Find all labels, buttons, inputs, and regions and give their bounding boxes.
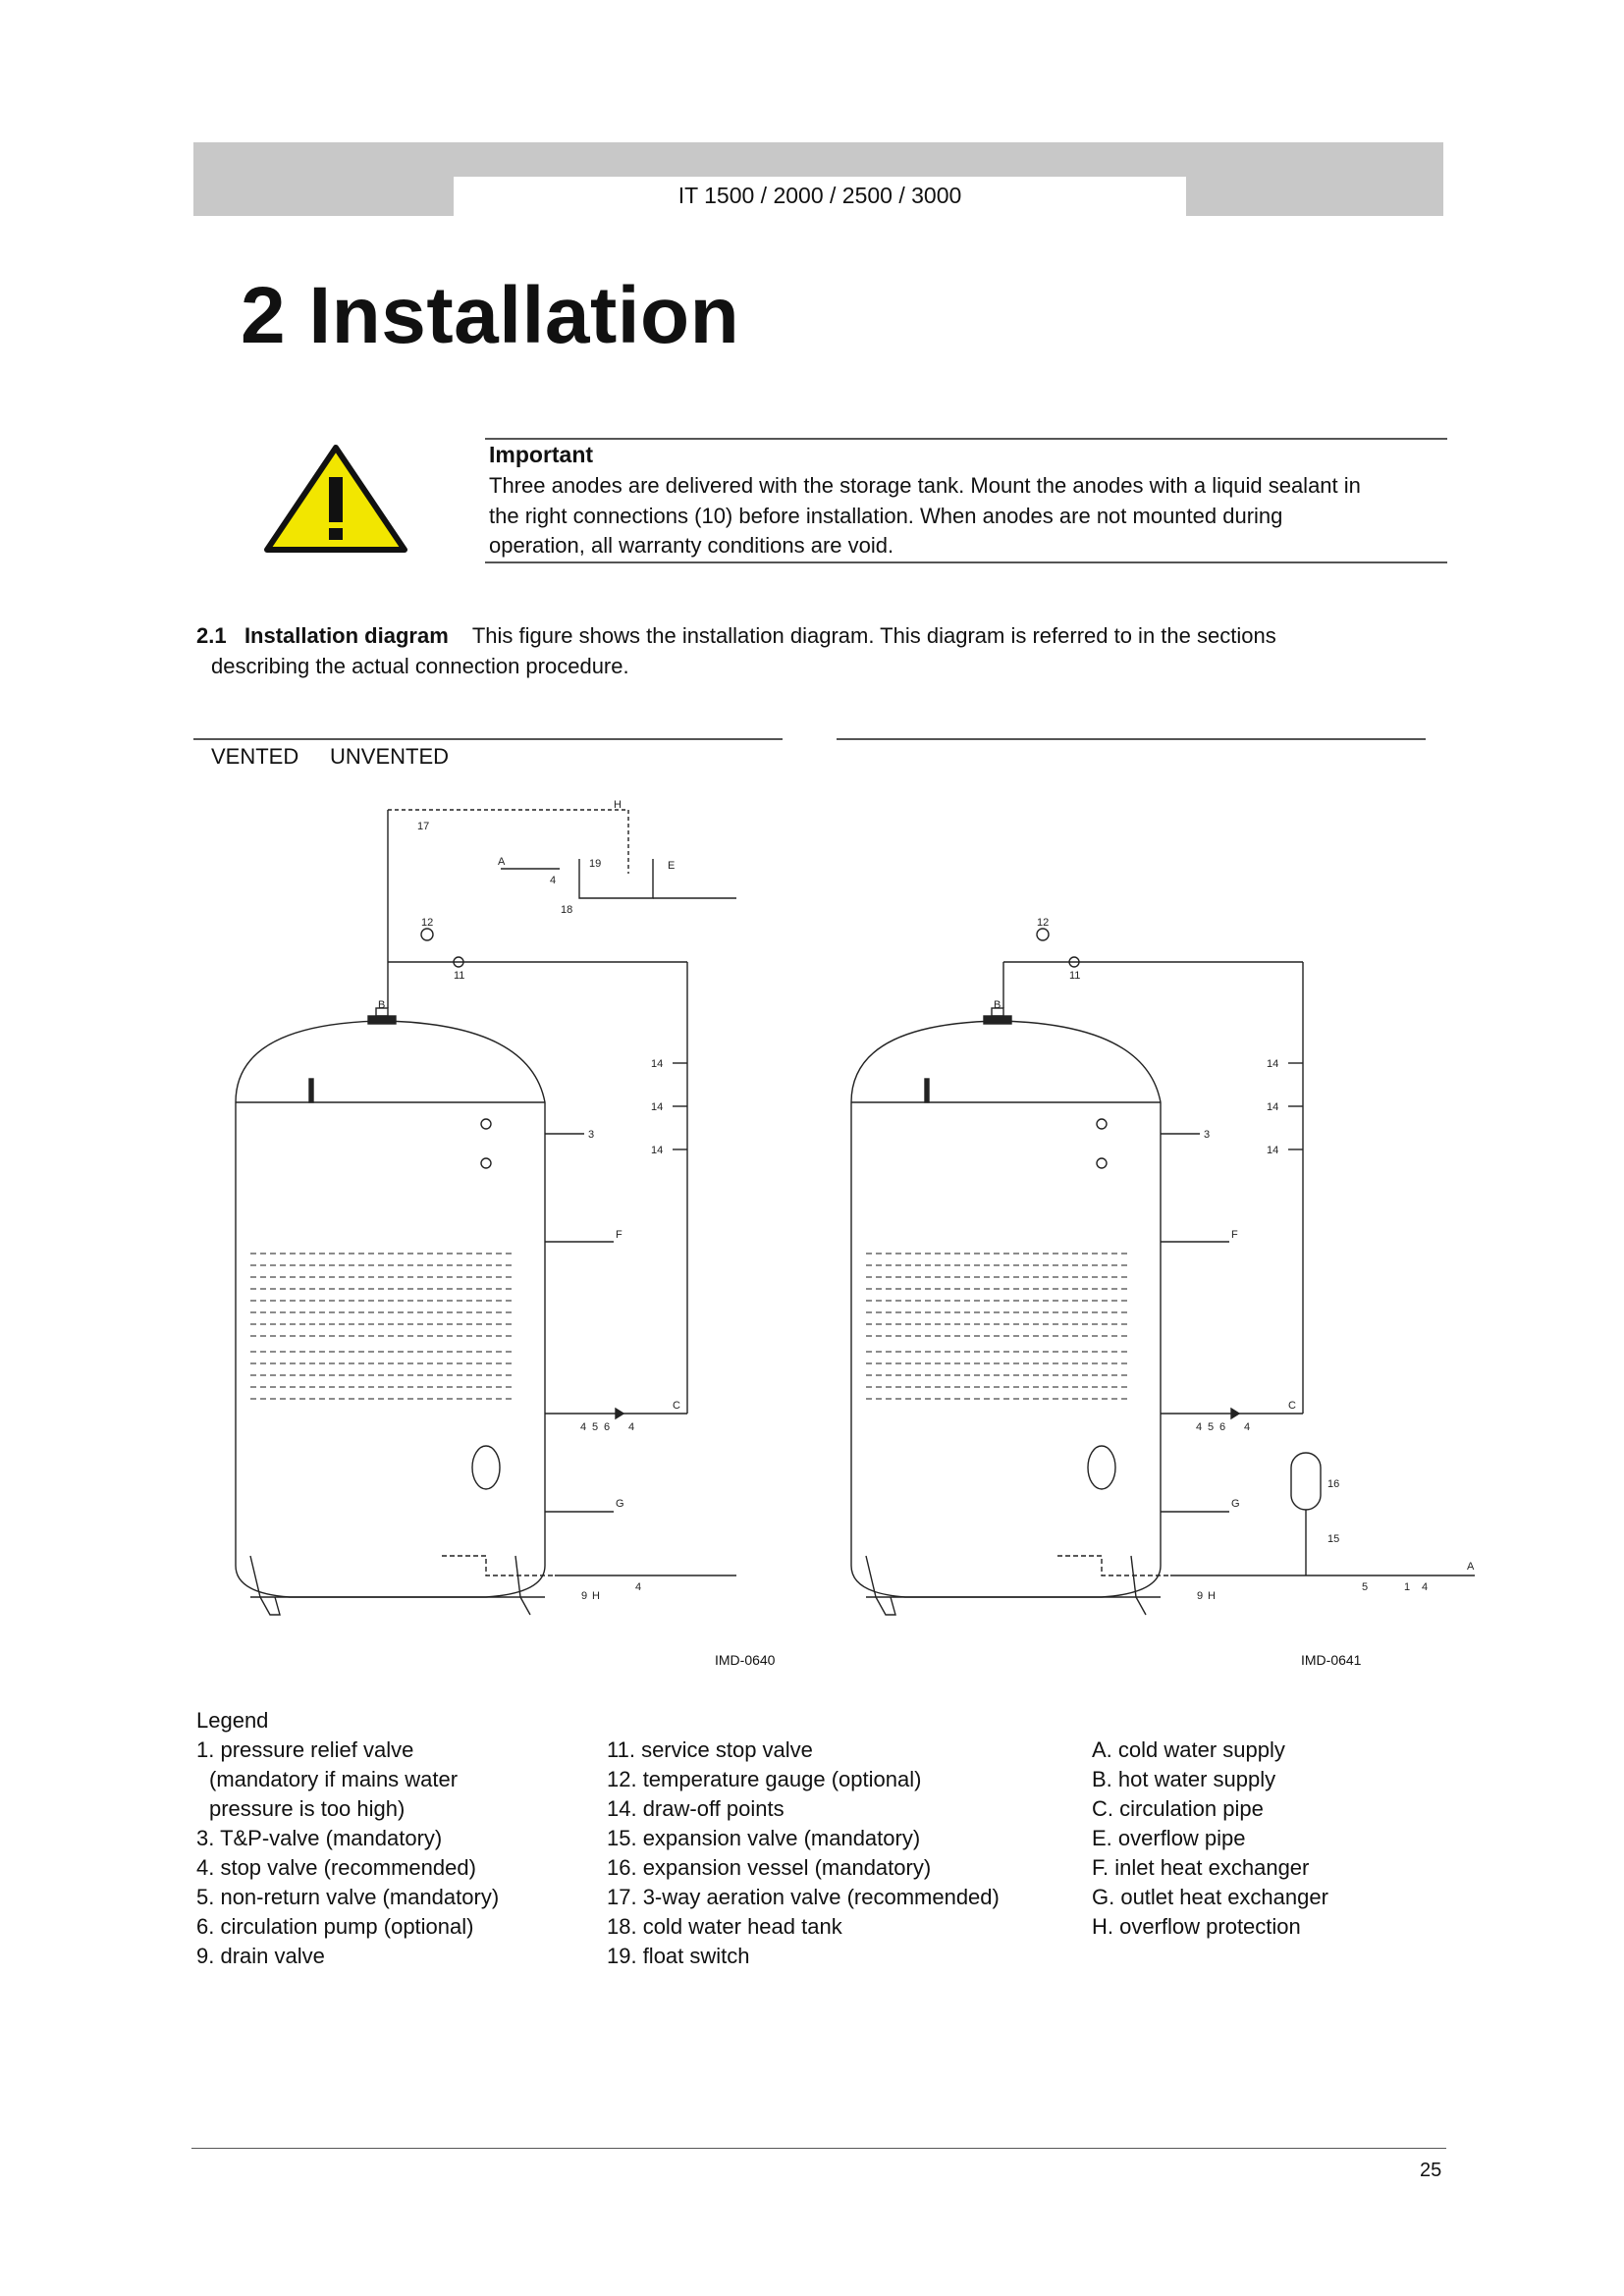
callout: 5 bbox=[592, 1421, 599, 1433]
callout: 3 bbox=[588, 1129, 595, 1141]
legend-item: C. circulation pipe bbox=[1092, 1796, 1264, 1821]
important-text bbox=[489, 471, 1451, 561]
header-title: IT 1500 / 2000 / 2500 / 3000 bbox=[677, 183, 962, 208]
callout: 11 bbox=[454, 970, 465, 982]
legend-item: 16. expansion vessel (mandatory) bbox=[607, 1855, 932, 1880]
legend-item: 12. temperature gauge (optional) bbox=[607, 1767, 922, 1791]
piping-right bbox=[1003, 929, 1475, 1575]
callout: 6 bbox=[1219, 1421, 1226, 1433]
callout: 4 bbox=[580, 1421, 587, 1433]
legend-item: 15. expansion valve (mandatory) bbox=[607, 1826, 921, 1850]
callout: 12 bbox=[1037, 917, 1050, 929]
legend-item: 11. service stop valve bbox=[607, 1737, 813, 1762]
callout: H bbox=[614, 800, 622, 811]
callout: 19 bbox=[589, 858, 602, 870]
legend-col-3 bbox=[1092, 1735, 1328, 1942]
legend-item: G. outlet heat exchanger bbox=[1092, 1885, 1328, 1909]
callout: 5 bbox=[1208, 1421, 1215, 1433]
diagram-id-left: IMD-0640 bbox=[715, 1652, 776, 1668]
diagram-rule-left bbox=[193, 738, 783, 740]
legend-item: 5. non-return valve (mandatory) bbox=[196, 1885, 500, 1909]
callout: 15 bbox=[1327, 1533, 1340, 1545]
important-line: operation, all warranty conditions are void. bbox=[489, 533, 894, 558]
callout: G bbox=[616, 1498, 624, 1510]
legend-item: H. overflow protection bbox=[1092, 1914, 1301, 1939]
important-line: the right connections (10) before installation. When anodes are not mounted during bbox=[489, 503, 1283, 528]
callout: 9 bbox=[581, 1590, 588, 1602]
section-text: This figure shows the installation diagram. This diagram is referred to in the sections bbox=[471, 623, 1276, 648]
legend-col-1 bbox=[196, 1735, 499, 1971]
legend-item: pressure is too high) bbox=[209, 1796, 406, 1821]
callout: 4 bbox=[1422, 1581, 1429, 1593]
legend-item: B. hot water supply bbox=[1092, 1767, 1276, 1791]
callout: 14 bbox=[651, 1145, 664, 1156]
warning-icon bbox=[263, 444, 408, 559]
legend-item: 9. drain valve bbox=[196, 1944, 325, 1968]
callout: 16 bbox=[1327, 1478, 1340, 1490]
legend-item: 18. cold water head tank bbox=[607, 1914, 842, 1939]
callout: F bbox=[616, 1229, 623, 1241]
important-title: Important bbox=[489, 442, 594, 467]
callout: 17 bbox=[417, 821, 430, 832]
callout: 1 bbox=[1404, 1581, 1411, 1593]
legend-item: 17. 3-way aeration valve (recommended) bbox=[607, 1885, 1000, 1909]
callout: 14 bbox=[651, 1101, 664, 1113]
section-installation-diagram bbox=[196, 620, 1434, 681]
legend-item: 4. stop valve (recommended) bbox=[196, 1855, 476, 1880]
callout: 11 bbox=[1069, 970, 1081, 982]
legend-col-2 bbox=[607, 1735, 1000, 1971]
callout: B bbox=[994, 999, 1001, 1011]
diagram-rule-right bbox=[837, 738, 1426, 740]
callouts-right bbox=[994, 917, 1475, 1602]
legend-item: A. cold water supply bbox=[1092, 1737, 1285, 1762]
callout: 14 bbox=[1267, 1058, 1279, 1070]
piping-left bbox=[388, 810, 736, 1575]
installation-diagram bbox=[191, 800, 1488, 1649]
callout: 12 bbox=[421, 917, 434, 929]
callout: 18 bbox=[561, 904, 573, 916]
legend-item: 1. pressure relief valve bbox=[196, 1737, 414, 1762]
callout: C bbox=[673, 1400, 680, 1412]
label-unvented: UNVENTED bbox=[330, 744, 450, 769]
page-number: 25 bbox=[1420, 2160, 1442, 2181]
legend-item: E. overflow pipe bbox=[1092, 1826, 1246, 1850]
callout: 14 bbox=[1267, 1145, 1279, 1156]
important-bottom-rule bbox=[485, 561, 1447, 563]
tank-left bbox=[236, 1008, 555, 1615]
callout: 4 bbox=[550, 875, 557, 886]
callout: 4 bbox=[628, 1421, 635, 1433]
callout: B bbox=[378, 999, 386, 1011]
legend-title: Legend bbox=[196, 1708, 269, 1733]
callout: E bbox=[668, 860, 676, 872]
callout: 14 bbox=[651, 1058, 664, 1070]
section-text-cont: describing the actual connection procedure. bbox=[211, 654, 629, 678]
section-title: Installation diagram bbox=[244, 623, 449, 648]
callouts-left bbox=[378, 800, 680, 1602]
callout: C bbox=[1288, 1400, 1296, 1412]
legend-item: 19. float switch bbox=[607, 1944, 750, 1968]
callout: A bbox=[498, 856, 506, 868]
callout: 4 bbox=[635, 1581, 642, 1593]
callout: H bbox=[592, 1590, 600, 1602]
callout: 4 bbox=[1196, 1421, 1203, 1433]
legend-item: F. inlet heat exchanger bbox=[1092, 1855, 1310, 1880]
callout: 14 bbox=[1267, 1101, 1279, 1113]
callout: A bbox=[1467, 1561, 1475, 1573]
legend-item: 6. circulation pump (optional) bbox=[196, 1914, 474, 1939]
legend-item: 14. draw-off points bbox=[607, 1796, 785, 1821]
callout: 5 bbox=[1362, 1581, 1369, 1593]
important-top-rule bbox=[485, 438, 1447, 440]
tank-right bbox=[851, 1008, 1170, 1615]
callout: H bbox=[1208, 1590, 1216, 1602]
diagram-id-right: IMD-0641 bbox=[1301, 1652, 1362, 1668]
callout: 9 bbox=[1197, 1590, 1204, 1602]
footer-rule bbox=[191, 2148, 1446, 2149]
callout: 4 bbox=[1244, 1421, 1251, 1433]
callout: 3 bbox=[1204, 1129, 1211, 1141]
callout: G bbox=[1231, 1498, 1240, 1510]
chapter-title: 2 Installation bbox=[241, 271, 740, 360]
legend-item: 3. T&P-valve (mandatory) bbox=[196, 1826, 443, 1850]
legend-item: (mandatory if mains water bbox=[209, 1767, 459, 1791]
callout: 6 bbox=[604, 1421, 611, 1433]
important-line: Three anodes are delivered with the storage tank. Mount the anodes with a liquid sealant in bbox=[489, 473, 1361, 498]
section-number: 2.1 bbox=[196, 623, 227, 648]
label-vented: VENTED bbox=[211, 744, 299, 769]
callout: F bbox=[1231, 1229, 1238, 1241]
